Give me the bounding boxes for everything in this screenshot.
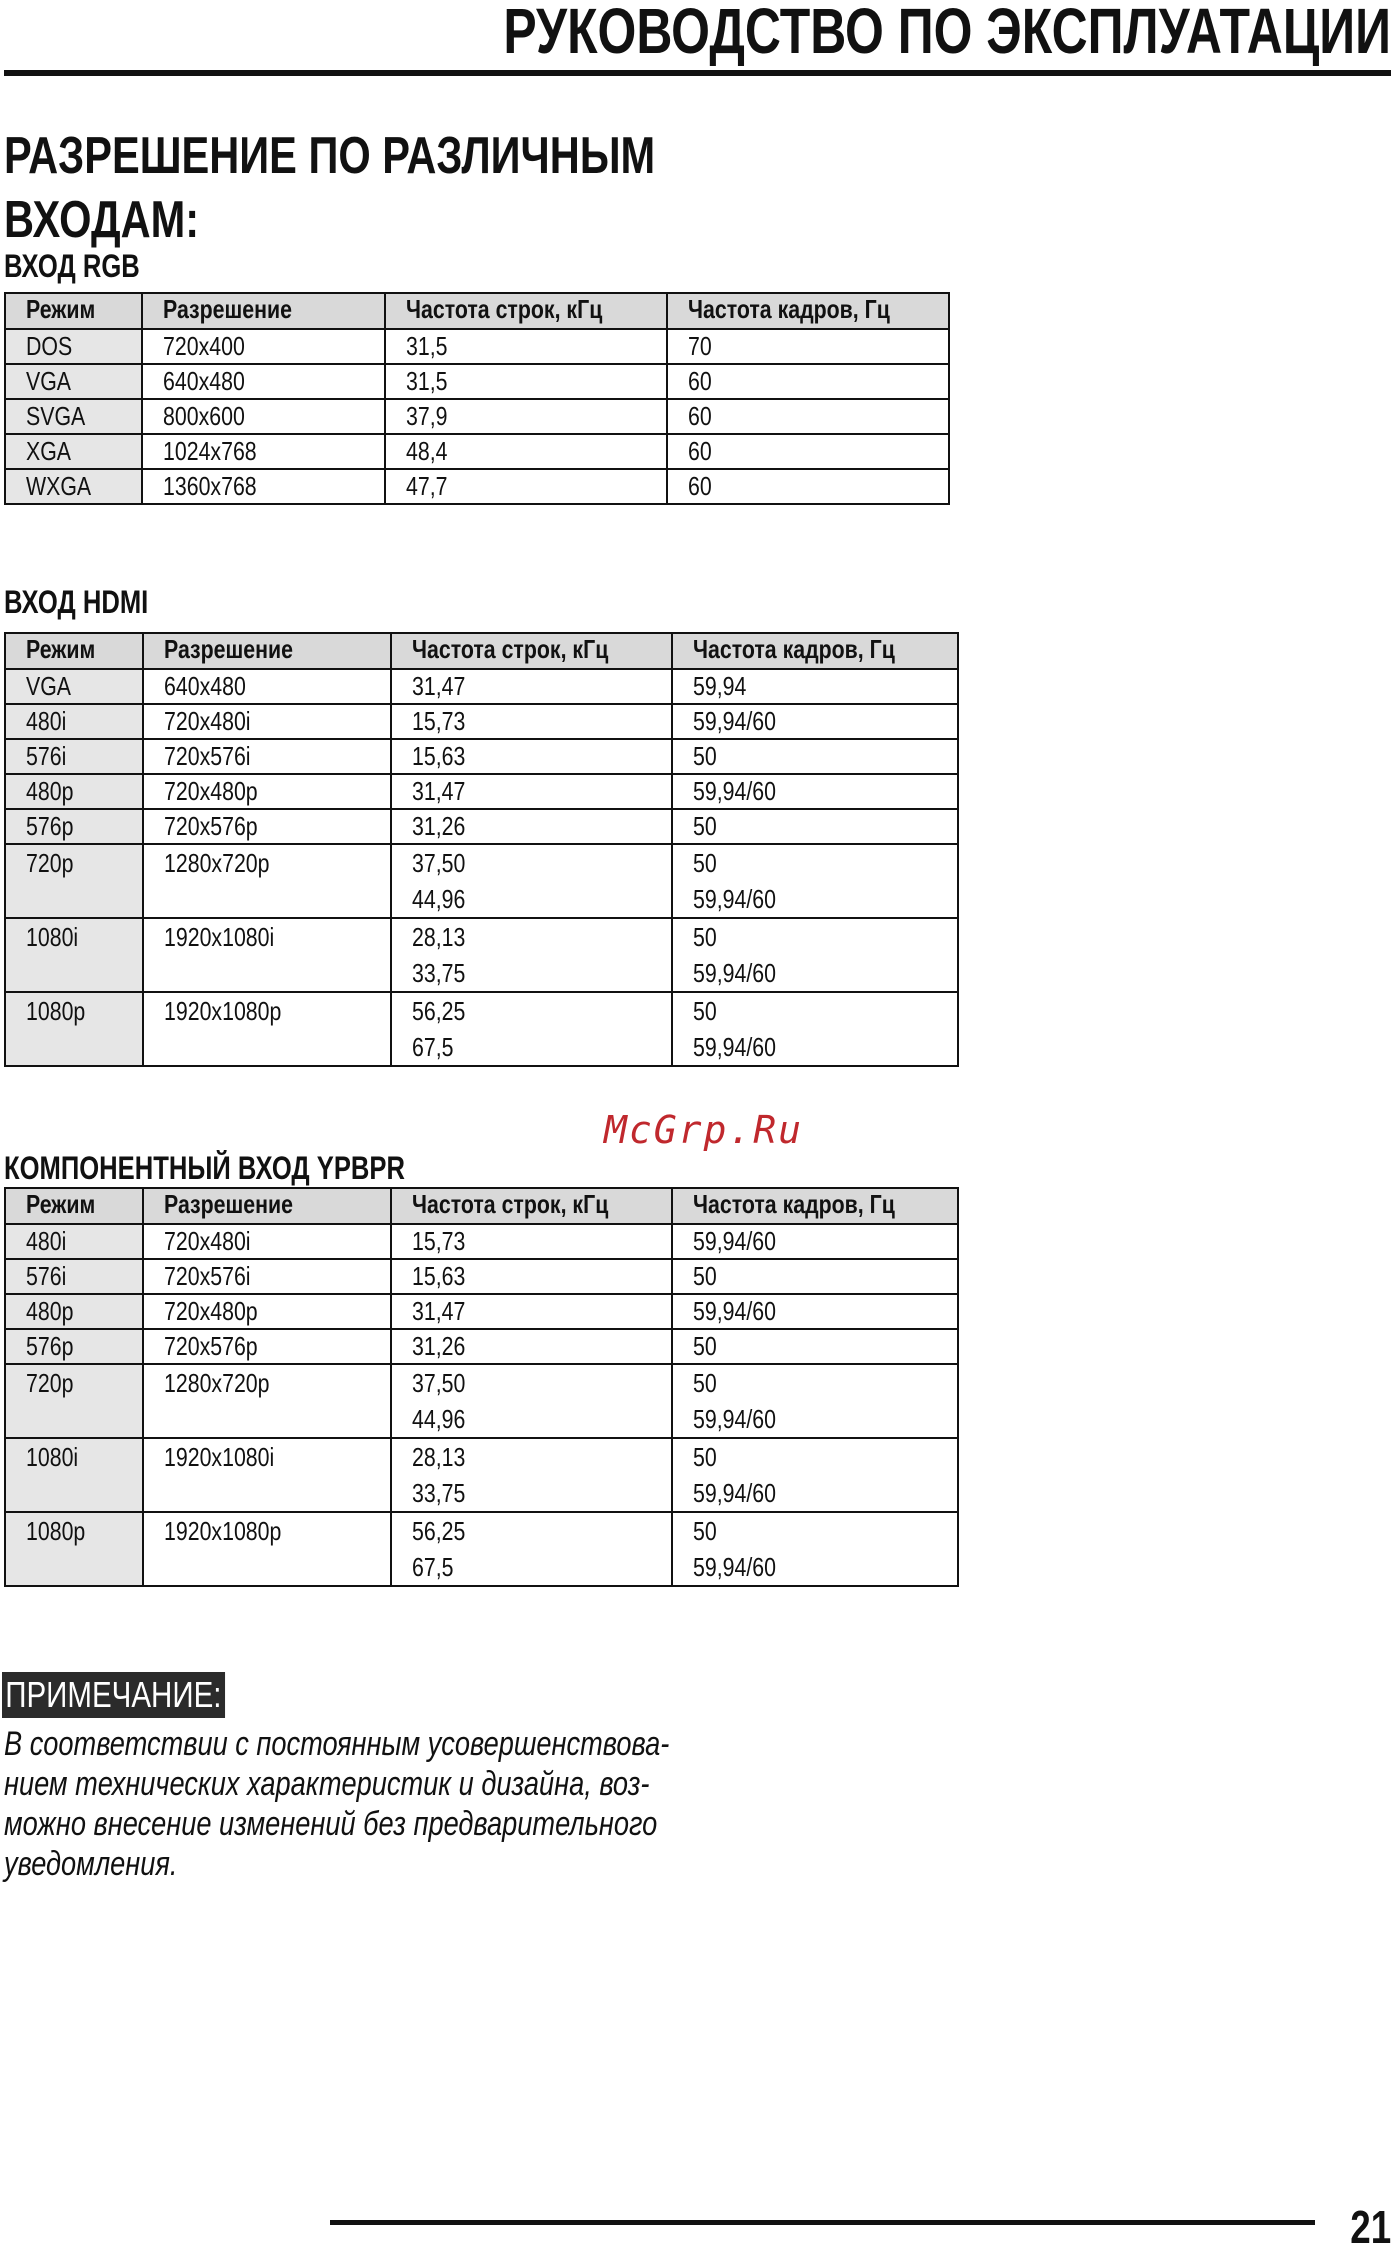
h-freq-cell xyxy=(385,469,667,504)
v-freq-value: 70 xyxy=(687,331,712,361)
h-freq-value: 28,13 xyxy=(412,1442,466,1472)
resolution-cell xyxy=(142,434,385,469)
mode-cell xyxy=(5,1364,143,1438)
v-freq-value: 50 xyxy=(693,848,718,878)
h-freq-value: 37,50 xyxy=(412,848,466,878)
resolution-value: 1024x768 xyxy=(162,436,257,466)
resolution-value: 1920x1080p xyxy=(163,1516,282,1546)
resolution-value: 1920x1080i xyxy=(163,922,274,952)
h-freq-cell xyxy=(391,1438,672,1512)
h-freq-value: 15,63 xyxy=(412,1261,466,1291)
footer-rule xyxy=(330,2220,1315,2225)
table-row xyxy=(5,704,958,739)
table-row xyxy=(5,1438,958,1512)
h-freq-value: 31,47 xyxy=(412,776,466,806)
mode-value: 1080p xyxy=(26,996,86,1026)
page-number: 21 xyxy=(1350,2201,1391,2253)
v-freq-value: 59,94/60 xyxy=(693,776,777,806)
v-freq-value: 50 xyxy=(693,1331,718,1361)
resolution-cell xyxy=(143,1512,392,1586)
v-freq-value: 59,94/60 xyxy=(693,1296,777,1326)
v-freq-values xyxy=(688,400,712,433)
mode-value: 576i xyxy=(26,741,67,771)
resolution-value: 720x576p xyxy=(163,1331,258,1361)
mode-value: 1080p xyxy=(26,1516,86,1546)
v-freq-cell xyxy=(667,364,949,399)
v-freq-cell xyxy=(667,329,949,364)
mode-cell xyxy=(5,399,142,434)
v-freq-value: 50 xyxy=(693,1442,718,1472)
h-freq-value: 31,47 xyxy=(412,1296,466,1326)
resolution-value: 720x576i xyxy=(163,741,251,771)
h-freq-value: 67,5 xyxy=(412,1032,454,1062)
v-freq-value: 50 xyxy=(693,1368,718,1398)
v-freq-value: 60 xyxy=(687,436,712,466)
resolution-cell xyxy=(143,739,392,774)
resolution-value: 720x576p xyxy=(163,811,258,841)
h-freq-value: 37,50 xyxy=(412,1368,466,1398)
v-freq-value: 50 xyxy=(693,922,718,952)
ypbpr-label: КОМПОНЕНТНЫЙ ВХОД YPBPR xyxy=(4,1150,405,1186)
table-header-row xyxy=(5,293,949,329)
table-row xyxy=(5,774,958,809)
v-freq-value: 50 xyxy=(693,811,718,841)
v-freq-cell xyxy=(672,1294,958,1329)
hdmi-label: ВХОД HDMI xyxy=(4,584,149,620)
table-row xyxy=(5,844,958,918)
note-line: нием технических характеристик и дизайна, воз- xyxy=(4,1765,650,1803)
h-freq-value: 31,26 xyxy=(412,1331,466,1361)
heading-line-2: ВХОДАМ: xyxy=(4,191,200,249)
v-freq-cell xyxy=(672,669,958,704)
v-freq-value: 59,94/60 xyxy=(693,1478,777,1508)
v-freq-value: 59,94/60 xyxy=(693,884,777,914)
mode-cell xyxy=(5,364,142,399)
h-freq-values xyxy=(412,1295,465,1328)
resolution-cell xyxy=(143,1364,392,1438)
h-freq-values xyxy=(412,775,465,808)
note-line: можно внесение изменений без предварительного xyxy=(4,1805,658,1843)
h-freq-value: 44,96 xyxy=(412,884,466,914)
note-label: ПРИМЕЧАНИЕ: xyxy=(2,1672,225,1718)
h-freq-values xyxy=(412,810,465,843)
v-freq-value: 59,94/60 xyxy=(693,1404,777,1434)
h-freq-value: 31,26 xyxy=(412,811,466,841)
mode-cell xyxy=(5,1224,143,1259)
v-freq-value: 59,94 xyxy=(693,671,747,701)
table-row xyxy=(5,1512,958,1586)
mode-cell xyxy=(5,774,143,809)
h-freq-cell xyxy=(391,774,672,809)
table-row xyxy=(5,469,949,504)
mode-value: VGA xyxy=(26,366,72,396)
h-freq-cell xyxy=(385,399,667,434)
v-freq-values xyxy=(693,670,746,703)
note-text xyxy=(4,1724,668,1884)
h-freq-cell xyxy=(391,844,672,918)
table-header-row xyxy=(5,1188,958,1224)
v-freq-value: 59,94/60 xyxy=(693,1226,777,1256)
mode-value: SVGA xyxy=(26,401,86,431)
h-freq-values xyxy=(406,470,447,503)
v-freq-value: 50 xyxy=(693,1261,718,1291)
note-line: уведомления. xyxy=(4,1845,178,1883)
table-row xyxy=(5,918,958,992)
h-freq-values xyxy=(412,1225,465,1258)
table-header-row xyxy=(5,633,958,669)
h-freq-value: 28,13 xyxy=(412,922,466,952)
resolution-value: 1360x768 xyxy=(162,471,257,501)
v-freq-cell xyxy=(667,399,949,434)
h-freq-values xyxy=(412,740,465,773)
h-freq-cell xyxy=(391,1512,672,1586)
h-freq-value: 31,5 xyxy=(406,331,448,361)
table-row xyxy=(5,1259,958,1294)
mode-value: 480i xyxy=(26,706,67,736)
mode-cell xyxy=(5,992,143,1066)
v-freq-cell xyxy=(672,1364,958,1438)
resolution-cell xyxy=(143,844,392,918)
h-freq-values xyxy=(412,845,624,917)
v-freq-cell xyxy=(667,469,949,504)
v-freq-values xyxy=(688,365,712,398)
column-header-text: Разрешение xyxy=(163,1189,293,1219)
resolution-cell xyxy=(143,992,392,1066)
mode-value: 720p xyxy=(26,848,74,878)
column-header-text: Частота кадров, Гц xyxy=(687,294,890,324)
v-freq-value: 59,94/60 xyxy=(693,1552,777,1582)
table-row xyxy=(5,1329,958,1364)
column-header xyxy=(5,1188,143,1224)
h-freq-values xyxy=(412,993,624,1065)
v-freq-values xyxy=(693,1225,776,1258)
v-freq-values xyxy=(693,810,717,843)
mode-cell xyxy=(5,434,142,469)
title-rule xyxy=(4,70,1391,76)
mode-cell xyxy=(5,1259,143,1294)
resolution-cell xyxy=(142,399,385,434)
v-freq-values xyxy=(693,775,776,808)
mode-value: 576p xyxy=(26,811,74,841)
resolution-value: 800x600 xyxy=(162,401,245,431)
h-freq-value: 33,75 xyxy=(412,958,466,988)
h-freq-values xyxy=(406,330,447,363)
mode-cell xyxy=(5,1438,143,1512)
resolution-value: 720x480i xyxy=(163,706,251,736)
v-freq-cell xyxy=(672,774,958,809)
resolution-value: 1920x1080p xyxy=(163,996,282,1026)
h-freq-values xyxy=(412,1513,624,1585)
column-header xyxy=(5,293,142,329)
resolution-value: 720x480p xyxy=(163,1296,258,1326)
h-freq-value: 56,25 xyxy=(412,1516,466,1546)
h-freq-value: 37,9 xyxy=(406,401,448,431)
h-freq-value: 47,7 xyxy=(406,471,448,501)
resolution-value: 720x576i xyxy=(163,1261,251,1291)
column-header xyxy=(143,1188,392,1224)
column-header-text: Частота кадров, Гц xyxy=(693,1189,896,1219)
page-title: РУКОВОДСТВО ПО ЭКСПЛУАТАЦИИ xyxy=(503,0,1391,67)
table-row xyxy=(5,1294,958,1329)
column-header xyxy=(143,633,392,669)
h-freq-value: 15,73 xyxy=(412,706,466,736)
h-freq-cell xyxy=(385,434,667,469)
column-header-text: Режим xyxy=(26,294,96,324)
resolution-value: 640x480 xyxy=(162,366,245,396)
column-header-text: Частота строк, кГц xyxy=(406,294,603,324)
column-header-text: Частота строк, кГц xyxy=(412,1189,609,1219)
h-freq-values xyxy=(412,705,465,738)
v-freq-values xyxy=(693,993,909,1065)
table-row xyxy=(5,364,949,399)
resolution-value: 720x480i xyxy=(163,1226,251,1256)
mode-value: 480i xyxy=(26,1226,67,1256)
h-freq-value: 31,47 xyxy=(412,671,466,701)
mode-cell xyxy=(5,1294,143,1329)
rgb-label: ВХОД RGB xyxy=(4,248,140,284)
watermark: McGrp.Ru xyxy=(604,1108,804,1152)
h-freq-cell xyxy=(391,1294,672,1329)
column-header-text: Режим xyxy=(26,1189,96,1219)
v-freq-value: 50 xyxy=(693,741,718,771)
heading-line-1: РАЗРЕШЕНИЕ ПО РАЗЛИЧНЫМ xyxy=(4,127,656,185)
v-freq-cell xyxy=(672,1438,958,1512)
h-freq-values xyxy=(412,1439,624,1511)
mode-cell xyxy=(5,1329,143,1364)
resolution-cell xyxy=(143,1259,392,1294)
resolution-cell xyxy=(143,1294,392,1329)
mode-value: WXGA xyxy=(26,471,92,501)
v-freq-cell xyxy=(672,739,958,774)
mode-cell xyxy=(5,469,142,504)
mode-cell xyxy=(5,329,142,364)
h-freq-value: 67,5 xyxy=(412,1552,454,1582)
h-freq-cell xyxy=(391,1329,672,1364)
resolution-cell xyxy=(143,918,392,992)
h-freq-cell xyxy=(385,364,667,399)
resolution-value: 1280x720p xyxy=(163,848,270,878)
mode-cell xyxy=(5,918,143,992)
mode-value: 720p xyxy=(26,1368,74,1398)
resolution-cell xyxy=(143,1438,392,1512)
mode-value: 1080i xyxy=(26,922,79,952)
v-freq-value: 59,94/60 xyxy=(693,1032,777,1062)
v-freq-values xyxy=(688,435,712,468)
table-row xyxy=(5,992,958,1066)
mode-cell xyxy=(5,1512,143,1586)
v-freq-cell xyxy=(672,704,958,739)
resolution-cell xyxy=(142,469,385,504)
table-row xyxy=(5,669,958,704)
v-freq-cell xyxy=(672,1224,958,1259)
column-header xyxy=(667,293,949,329)
v-freq-values xyxy=(693,740,717,773)
resolution-value: 720x400 xyxy=(162,331,245,361)
h-freq-cell xyxy=(391,739,672,774)
v-freq-values xyxy=(693,1365,909,1437)
column-header xyxy=(5,633,143,669)
h-freq-values xyxy=(406,435,447,468)
mode-value: 576p xyxy=(26,1331,74,1361)
h-freq-value: 48,4 xyxy=(406,436,448,466)
rgb-table xyxy=(4,292,950,505)
v-freq-value: 59,94/60 xyxy=(693,958,777,988)
mode-cell xyxy=(5,669,143,704)
resolution-value: 1280x720p xyxy=(163,1368,270,1398)
v-freq-value: 60 xyxy=(687,366,712,396)
mode-value: 480p xyxy=(26,776,74,806)
h-freq-cell xyxy=(391,1259,672,1294)
v-freq-values xyxy=(693,845,909,917)
mode-value: 576i xyxy=(26,1261,67,1291)
ypbpr-table xyxy=(4,1187,959,1587)
v-freq-cell xyxy=(672,1329,958,1364)
resolution-cell xyxy=(142,329,385,364)
resolution-cell xyxy=(142,364,385,399)
v-freq-cell xyxy=(672,992,958,1066)
h-freq-cell xyxy=(391,918,672,992)
mode-value: 1080i xyxy=(26,1442,79,1472)
column-header xyxy=(385,293,667,329)
column-header xyxy=(672,1188,958,1224)
mode-value: 480p xyxy=(26,1296,74,1326)
h-freq-values xyxy=(406,400,447,433)
column-header xyxy=(142,293,385,329)
mode-cell xyxy=(5,739,143,774)
h-freq-value: 56,25 xyxy=(412,996,466,1026)
h-freq-values xyxy=(412,919,624,991)
resolution-cell xyxy=(143,809,392,844)
v-freq-values xyxy=(688,470,712,503)
h-freq-cell xyxy=(391,669,672,704)
table-row xyxy=(5,434,949,469)
h-freq-cell xyxy=(391,992,672,1066)
column-header-text: Разрешение xyxy=(162,294,292,324)
h-freq-values xyxy=(412,1330,465,1363)
v-freq-values xyxy=(693,1295,776,1328)
column-header-text: Режим xyxy=(26,634,96,664)
table-row xyxy=(5,399,949,434)
section-heading xyxy=(4,124,655,252)
h-freq-value: 15,63 xyxy=(412,741,466,771)
table-row xyxy=(5,1224,958,1259)
v-freq-values xyxy=(693,1330,717,1363)
table-row xyxy=(5,1364,958,1438)
v-freq-cell xyxy=(672,844,958,918)
h-freq-cell xyxy=(391,1224,672,1259)
mode-value: XGA xyxy=(26,436,72,466)
resolution-cell xyxy=(143,704,392,739)
column-header-text: Разрешение xyxy=(163,634,293,664)
resolution-value: 720x480p xyxy=(163,776,258,806)
resolution-cell xyxy=(143,669,392,704)
resolution-value: 1920x1080i xyxy=(163,1442,274,1472)
mode-value: VGA xyxy=(26,671,72,701)
column-header xyxy=(391,1188,672,1224)
resolution-value: 640x480 xyxy=(163,671,246,701)
resolution-cell xyxy=(143,1224,392,1259)
v-freq-value: 60 xyxy=(687,401,712,431)
h-freq-value: 15,73 xyxy=(412,1226,466,1256)
v-freq-values xyxy=(693,919,909,991)
resolution-cell xyxy=(143,774,392,809)
v-freq-values xyxy=(693,1513,909,1585)
mode-value: DOS xyxy=(26,331,73,361)
v-freq-cell xyxy=(672,1259,958,1294)
column-header xyxy=(391,633,672,669)
table-row xyxy=(5,329,949,364)
v-freq-cell xyxy=(667,434,949,469)
h-freq-values xyxy=(412,1260,465,1293)
h-freq-value: 33,75 xyxy=(412,1478,466,1508)
h-freq-cell xyxy=(391,1364,672,1438)
h-freq-value: 31,5 xyxy=(406,366,448,396)
h-freq-values xyxy=(406,365,447,398)
v-freq-value: 59,94/60 xyxy=(693,706,777,736)
v-freq-cell xyxy=(672,1512,958,1586)
column-header xyxy=(672,633,958,669)
h-freq-cell xyxy=(391,809,672,844)
v-freq-cell xyxy=(672,918,958,992)
v-freq-values xyxy=(693,1439,909,1511)
mode-cell xyxy=(5,844,143,918)
mode-cell xyxy=(5,704,143,739)
mode-cell xyxy=(5,809,143,844)
table-row xyxy=(5,809,958,844)
h-freq-values xyxy=(412,670,465,703)
v-freq-values xyxy=(688,330,712,363)
note-line: В соответствии с постоянным усовершенствова- xyxy=(4,1725,670,1763)
column-header-text: Частота строк, кГц xyxy=(412,634,609,664)
v-freq-values xyxy=(693,705,776,738)
v-freq-value: 50 xyxy=(693,996,718,1026)
h-freq-value: 44,96 xyxy=(412,1404,466,1434)
v-freq-value: 60 xyxy=(687,471,712,501)
h-freq-cell xyxy=(385,329,667,364)
hdmi-table xyxy=(4,632,959,1067)
column-header-text: Частота кадров, Гц xyxy=(693,634,896,664)
v-freq-cell xyxy=(672,809,958,844)
v-freq-values xyxy=(693,1260,717,1293)
h-freq-cell xyxy=(391,704,672,739)
table-row xyxy=(5,739,958,774)
h-freq-values xyxy=(412,1365,624,1437)
resolution-cell xyxy=(143,1329,392,1364)
v-freq-value: 50 xyxy=(693,1516,718,1546)
